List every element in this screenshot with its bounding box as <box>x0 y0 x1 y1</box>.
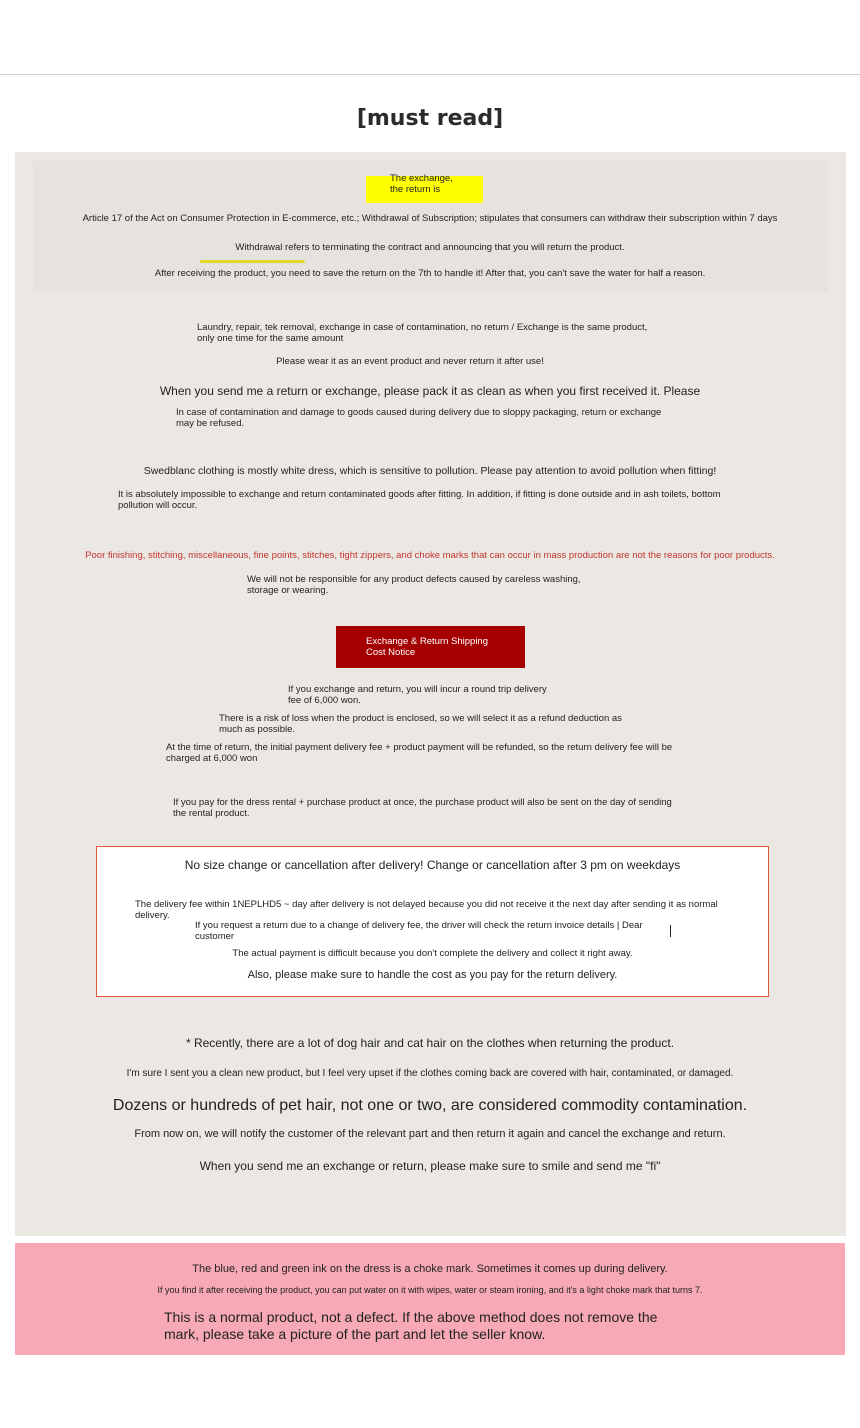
page-title: [must read] <box>356 106 504 131</box>
white-dress-rule: Swedblanc clothing is mostly white dress, which is sensitive to pollution. Please pay attention to avoid pollution when fitting! <box>143 465 717 477</box>
careless-rule: We will not be responsible for any product defects caused by careless washing, storage or wearing. <box>247 574 581 596</box>
article-text: Article 17 of the Act on Consumer Protection in E-commerce, etc.; Withdrawal of Subscription; stipulates that consumers can withdraw their subscription within 7 days <box>82 213 778 224</box>
event-rule: Please wear it as an event product and never return it after use! <box>276 356 544 367</box>
pet-hair-upset: I'm sure I sent you a clean new product, but I feel very upset if the clothes coming back are covered with hair, contaminated, or damaged. <box>126 1068 734 1079</box>
highlight-text: The exchange, the return is <box>390 173 453 195</box>
pet-hair-dozens: Dozens or hundreds of pet hair, not one or two, are considered commodity contamination. <box>112 1097 748 1114</box>
ink-text: The blue, red and green ink on the dress is a choke mark. Sometimes it comes up during delivery. <box>192 1263 668 1275</box>
pet-hair-notify: From now on, we will notify the customer of the relevant part and then return it again and cancel the exchange and return. <box>134 1128 726 1140</box>
refund-info: At the time of return, the initial payment delivery fee + product payment will be refunded, so the return delivery fee will be charged at 6,000 won <box>166 742 673 764</box>
contamination-rule: In case of contamination and damage to goods caused during delivery due to sloppy packaging, return or exchange may be refused. <box>176 407 662 429</box>
withdrawal-text: Withdrawal refers to terminating the contract and announcing that you will return the product. <box>235 242 625 253</box>
round-trip-fee: If you exchange and return, you will incur a round trip delivery fee of 6,000 won. <box>288 684 547 706</box>
delivery-fee-text: The delivery fee within 1NEPLHD5 ~ day after delivery is not delayed because you did not receive it the next day after sending it as normal delivery. <box>135 899 718 921</box>
finishing-warning: Poor finishing, stitching, miscellaneous, fine points, stitches, tight zippers, and choke marks that can occur in mass production are not the reasons for poor products. <box>85 550 775 561</box>
fitting-rule: It is absolutely impossible to exchange and return contaminated goods after fitting. In addition, if fitting is done outside and in ash toilets, bottom pollution will occur. <box>118 489 721 511</box>
pack-clean-rule: When you send me a return or exchange, please pack it as clean as when you first received it. Please <box>159 384 701 398</box>
notice-headline: No size change or cancellation after delivery! Change or cancellation after 3 pm on weekdays <box>184 858 681 872</box>
shipping-cost-notice-button[interactable] <box>336 626 525 668</box>
loss-risk: There is a risk of loss when the product is enclosed, so we will select it as a refund deduction as much as possible. <box>219 713 622 735</box>
shipping-cost-notice-label: Exchange & Return Shipping Cost Notice <box>366 636 488 658</box>
cost-text: Also, please make sure to handle the cost as you pay for the return delivery. <box>247 969 618 981</box>
laundry-rule: Laundry, repair, tek removal, exchange in case of contamination, no return / Exchange is the same product, only one time for the same amount <box>197 322 648 344</box>
highlight-underline <box>200 260 305 263</box>
driver-text: If you request a return due to a change of delivery fee, the driver will check the return invoice details | Dear customer <box>195 920 643 942</box>
pet-hair-recently: * Recently, there are a lot of dog hair and cat hair on the clothes when returning the product. <box>185 1036 675 1050</box>
after-receiving-text: After receiving the product, you need to save the return on the 7th to handle it! After that, you can't save the water for half a reason. <box>154 268 706 279</box>
wipes-text: If you find it after receiving the product, you can put water on it with wipes, water or steam ironing, and it's a light choke mark that turns 7. <box>157 1285 703 1295</box>
rental-info: If you pay for the dress rental + purchase product at once, the purchase product will also be sent on the day of sending the rental product. <box>173 797 672 819</box>
pet-hair-smile: When you send me an exchange or return, please make sure to smile and send me "fi" <box>199 1159 661 1173</box>
text-cursor <box>670 925 671 937</box>
top-divider <box>0 74 860 75</box>
normal-product-text: This is a normal product, not a defect. If the above method does not remove the mark, please take a picture of the part and let the seller know. <box>164 1309 658 1342</box>
payment-text: The actual payment is difficult because you don't complete the delivery and collect it right away. <box>232 948 633 959</box>
